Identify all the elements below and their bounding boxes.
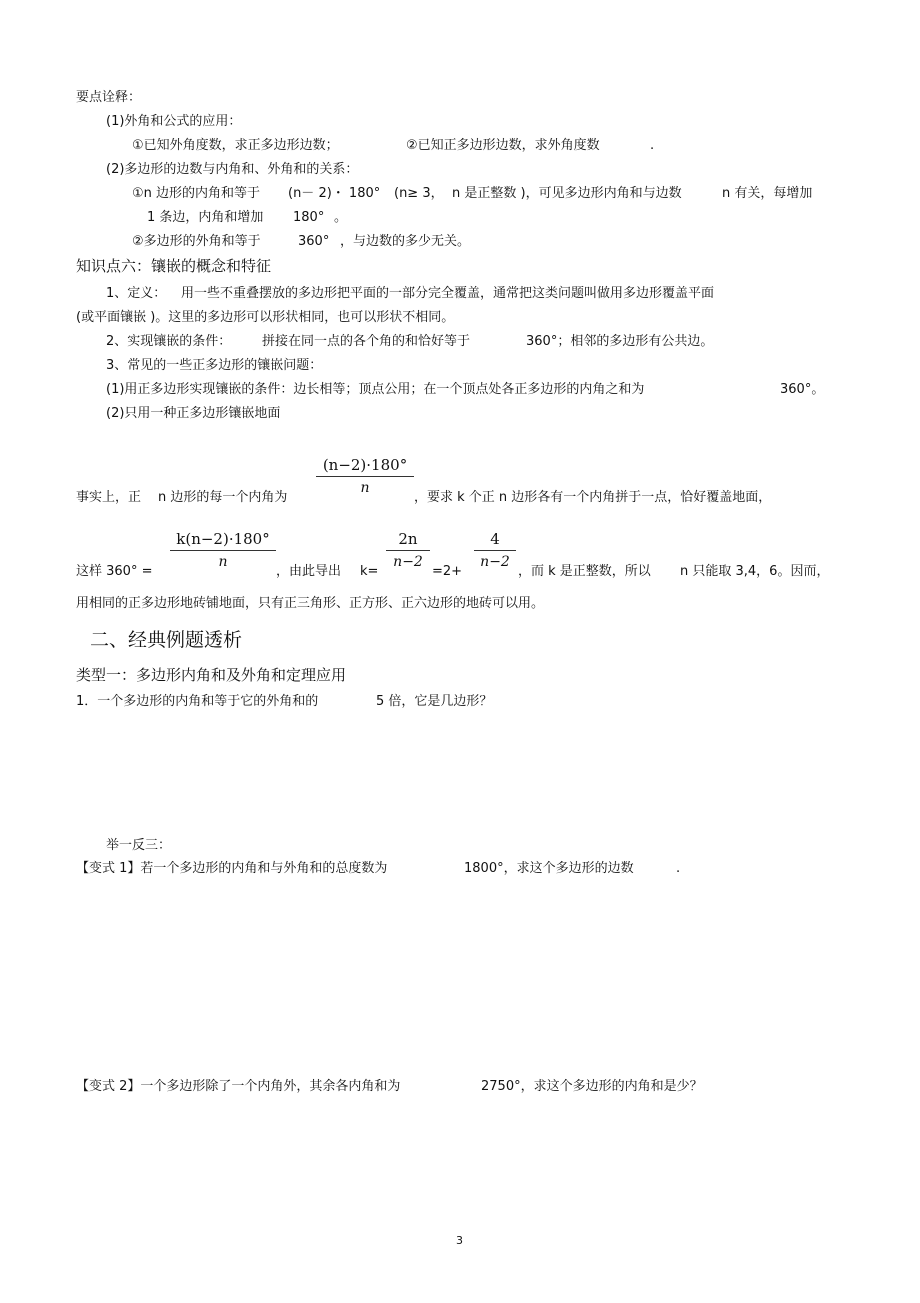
common-item-1: (1)用正多边形实现镶嵌的条件：边长相等；顶点公用；在一个顶点处各正多边形的内角之和为 [106, 382, 645, 397]
variant-1-b: 1800°，求这个多边形的边数 [464, 861, 634, 876]
note-item-2a-end: n 有关，每增加 [722, 186, 813, 201]
question-1-a: 1．一个多边形的内角和等于它的外角和的 [76, 694, 319, 709]
note-title: 要点诠释： [76, 90, 142, 105]
fraction-denominator: n [218, 554, 228, 570]
condition-text: 拼接在同一点的各个角的和恰好等于 [262, 334, 471, 349]
fraction-denominator: n−2 [393, 554, 423, 570]
fraction-bar [170, 550, 276, 551]
fact-text-b: n 边形的每一个内角为 [158, 490, 288, 505]
note-item-1a: ①已知外角度数，求正多边形边数； [132, 138, 339, 153]
note-item-2a-cond: (n≥ 3， [394, 186, 444, 201]
fraction-numerator: 2n [398, 530, 418, 548]
page-number: 3 [456, 1234, 463, 1247]
note-item-2b-cont: ，与边数的多少无关。 [340, 234, 471, 249]
def-label: 1、定义： [106, 286, 167, 301]
fraction-numerator: (n−2)·180° [322, 456, 408, 474]
section-heading-2: 二、经典例题透析 [90, 629, 243, 651]
derive-text-d: n 只能取 3,4，6。因而， [680, 564, 830, 579]
variant-2-b: 2750°，求这个多边形的内角和是少？ [481, 1079, 703, 1094]
derive-text-c: ，而 k 是正整数，所以 [518, 564, 651, 579]
note-item-2a-period: 。 [334, 210, 348, 225]
fraction-numerator: k(n−2)·180° [176, 530, 270, 548]
note-item-2b-text: ②多边形的外角和等于 [132, 234, 261, 249]
common-item-1-value: 360°。 [780, 382, 825, 397]
fraction-bar [474, 550, 516, 551]
common-item-2: (2)只用一种正多边形镶嵌地面 [106, 406, 281, 421]
note-item-1: (1)外角和公式的应用： [106, 114, 242, 129]
fraction-4 [474, 530, 516, 571]
fraction-bar [386, 550, 430, 551]
def-text: 用一些不重叠摆放的多边形把平面的一部分完全覆盖，通常把这类问题叫做用多边形覆盖平面 [181, 286, 715, 301]
fraction-k-angles [170, 530, 276, 571]
fraction-interior-angle [316, 456, 414, 497]
derive-text-k: k= [360, 564, 379, 579]
note-item-2a-text: ①n 边形的内角和等于 [132, 186, 261, 201]
note-item-2a-value: 180° [293, 210, 325, 225]
derive-text-plus: =2+ [432, 564, 463, 579]
fraction-numerator: 4 [490, 530, 500, 548]
section-heading-6: 知识点六：镶嵌的概念和特征 [76, 257, 272, 275]
variant-2-a: 【变式 2】一个多边形除了一个内角外，其余各内角和为 [76, 1079, 401, 1094]
note-item-1b-period: . [650, 138, 655, 153]
derive-conclusion: 用相同的正多边形地砖铺地面，只有正三角形、正方形、正六边形的地砖可以用。 [76, 596, 545, 611]
note-item-2a-line2: 1 条边，内角和增加 [147, 210, 264, 225]
fact-text-a: 事实上，正 [76, 490, 142, 505]
fraction-denominator: n−2 [480, 554, 510, 570]
derive-text-b: ，由此导出 [276, 564, 342, 579]
fraction-bar [316, 476, 414, 477]
note-item-2: (2)多边形的边数与内角和、外角和的关系： [106, 162, 359, 177]
note-item-1b: ②已知正多边形边数，求外角度数 [406, 138, 600, 153]
variant-1-period: . [676, 861, 681, 876]
note-item-2a-cont: n 是正整数 )，可见多边形内角和与边数 [452, 186, 682, 201]
fact-text-c: ，要求 k 个正 n 边形各有一个内角拼于一点，恰好覆盖地面， [414, 490, 772, 505]
fraction-2n [386, 530, 430, 571]
question-1-b: 5 倍，它是几边形？ [376, 694, 493, 709]
note-item-2a-formula: (n－ 2)・ 180° [288, 186, 381, 201]
condition-value: 360°；相邻的多边形有公共边。 [526, 334, 714, 349]
type-heading-1: 类型一：多边形内角和及外角和定理应用 [76, 666, 347, 684]
variant-1-a: 【变式 1】若一个多边形的内角和与外角和的总度数为 [76, 861, 388, 876]
note-item-2b-value: 360° [298, 234, 330, 249]
derive-text-a: 这样 360° = [76, 564, 153, 579]
practice-label: 举一反三： [106, 838, 172, 853]
fraction-denominator: n [360, 480, 370, 496]
common-title: 3、常见的一些正多边形的镶嵌问题： [106, 358, 323, 373]
condition-label: 2、实现镶嵌的条件： [106, 334, 232, 349]
def-text-cont: (或平面镶嵌 )。这里的多边形可以形状相同，也可以形状不相同。 [76, 310, 455, 325]
